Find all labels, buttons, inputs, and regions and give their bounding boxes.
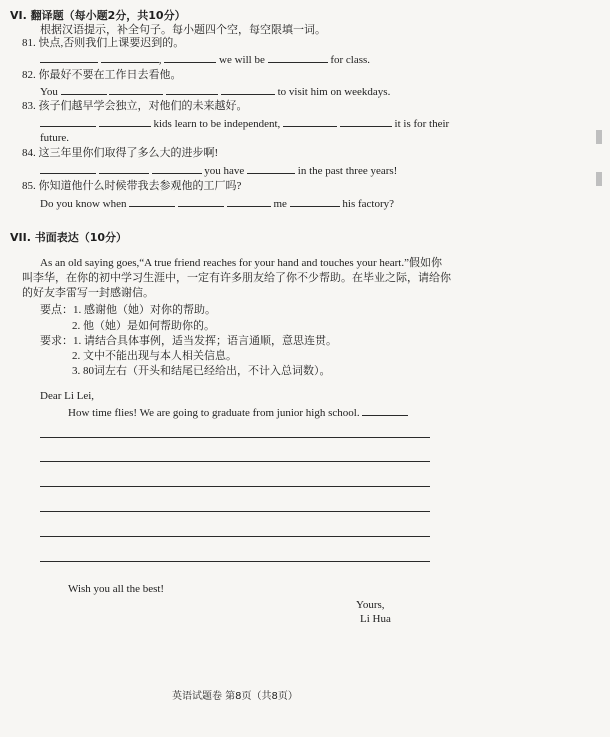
section-7-title: VII. 书面表达（10分） (10, 231, 128, 244)
blank[interactable] (40, 116, 96, 127)
prompt-line-2: 叫李华，在你的初中学习生涯中，一定有许多朋友给了你不少帮助。在毕业之际，请给你 (22, 272, 451, 284)
blank[interactable] (268, 52, 328, 63)
letter-closing: Wish you all the best! (68, 583, 165, 595)
q81-chinese: 81. 快点,否则我们上课要迟到的。 (22, 37, 185, 49)
blank[interactable] (109, 84, 163, 95)
key-point-2: 2. 他（她）是如何帮助你的。 (72, 320, 215, 332)
blank[interactable] (221, 84, 275, 95)
requirement-3: 3. 80词左右（开头和结尾已经给出，不计入总词数）。 (72, 365, 331, 377)
key-points: 要点：1. 感谢他（她）对你的帮助。 (40, 304, 216, 316)
q82-english: You to visit him on weekdays. (40, 86, 391, 98)
q83-english: kids learn to be independent, it is for their (40, 116, 449, 131)
writing-line[interactable] (40, 511, 430, 512)
q81-english: , we will be for class. (40, 52, 370, 67)
margin-mark (596, 172, 602, 186)
letter-opening: How time flies! We are going to graduate from junior high school. (68, 405, 408, 420)
section-6-title: VI. 翻译题（每小题2分，共10分） (10, 9, 186, 22)
writing-line[interactable] (40, 536, 430, 537)
letter-signature: Li Hua (360, 613, 391, 625)
blank[interactable] (166, 84, 218, 95)
q83-english-cont: future. (40, 132, 70, 144)
blank[interactable] (340, 116, 392, 127)
letter-yours: Yours, (356, 599, 385, 611)
blank[interactable] (164, 52, 216, 63)
q82-chinese: 82. 你最好不要在工作日去看他。 (22, 69, 182, 81)
letter-salutation: Dear Li Lei, (40, 390, 95, 402)
blank[interactable] (227, 196, 271, 207)
blank[interactable] (40, 163, 96, 174)
q85-english: Do you know when me his factory? (40, 198, 395, 210)
blank[interactable] (99, 116, 151, 127)
prompt-line-1: As an old saying goes,“A true friend reaches for your hand and touches your heart.”假如你 (40, 257, 442, 269)
prompt-line-3: 的好友李雷写一封感谢信。 (22, 287, 154, 299)
requirements: 要求：1. 请结合具体事例，适当发挥；语言通顺，意思连贯。 (40, 335, 337, 347)
q84-english: you have in the past three years! (40, 163, 397, 178)
blank[interactable] (101, 52, 159, 63)
blank[interactable] (99, 163, 149, 174)
blank[interactable] (247, 163, 295, 174)
blank[interactable] (290, 196, 340, 207)
writing-line[interactable] (40, 561, 430, 562)
section-6-instruction: 根据汉语提示，补全句子。每小题四个空，每空限填一词。 (40, 24, 326, 36)
q85-chinese: 85. 你知道他什么时候带我去参观他的工厂吗? (22, 180, 242, 192)
blank[interactable] (152, 163, 202, 174)
margin-mark (596, 130, 602, 144)
writing-line[interactable] (40, 486, 430, 487)
blank[interactable] (362, 405, 408, 416)
writing-line[interactable] (40, 461, 430, 462)
blank[interactable] (61, 84, 107, 95)
requirement-2: 2. 文中不能出现与本人相关信息。 (72, 350, 237, 362)
page-footer: 英语试题卷 第8页（共8页） (172, 691, 298, 702)
blank[interactable] (40, 52, 98, 63)
blank[interactable] (283, 116, 337, 127)
blank[interactable] (129, 196, 175, 207)
q84-chinese: 84. 这三年里你们取得了多么大的进步啊! (22, 147, 219, 159)
blank[interactable] (178, 196, 224, 207)
writing-line[interactable] (40, 437, 430, 438)
q83-chinese: 83. 孩子们越早学会独立，对他们的未来越好。 (22, 100, 248, 112)
